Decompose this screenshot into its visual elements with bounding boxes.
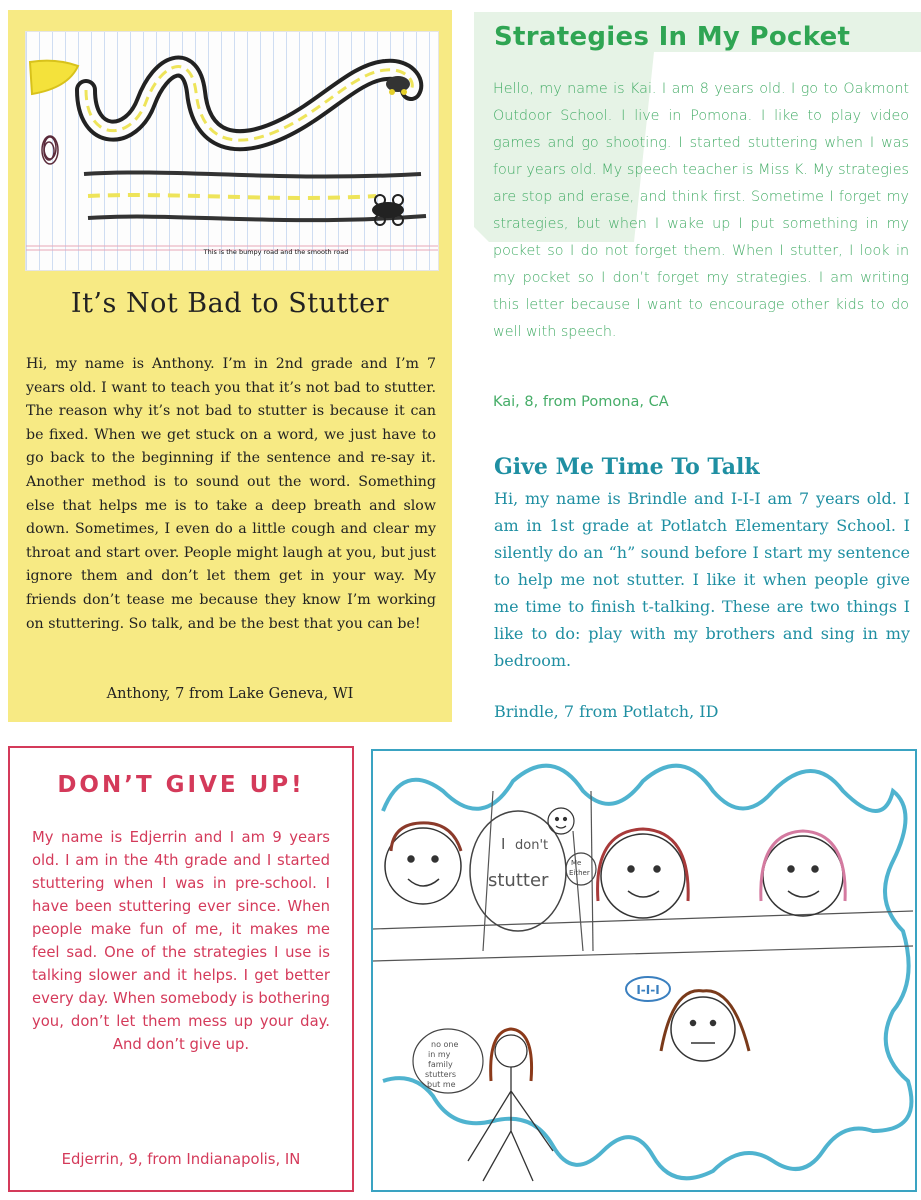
family-drawing-svg bbox=[373, 751, 915, 1190]
road-drawing-svg bbox=[26, 32, 438, 270]
scribble-shape bbox=[42, 136, 58, 164]
kai-title: Strategies In My Pocket bbox=[494, 22, 851, 52]
road-drawing bbox=[25, 31, 439, 271]
kai-letter-panel bbox=[474, 0, 921, 430]
bubble-4-line-5: but me bbox=[427, 1080, 456, 1089]
kai-signature: Kai, 8, from Pomona, CA bbox=[493, 394, 669, 410]
smooth-road-top bbox=[84, 172, 421, 176]
face-2 bbox=[598, 829, 689, 918]
bubble-3-text: I-I-I bbox=[636, 983, 660, 997]
edjerrin-title: DON’T GIVE UP! bbox=[57, 772, 305, 798]
kai-body: Hello, my name is Kai. I am 8 years old. I go to Oakmont Outdoor School. I live in Pomona. I like to play video games and go shooting. I started stuttering when I was four years old. My speech teacher is Miss K. My strategies are stop and erase, and think first. Sometime I forget my strategies, but when I wake up I put something in my pocket so I do not forget them. When I stutter, I look in my pocket so I don’t forget my strategies. I am writing this letter because I want to encourage other kids to do well with speech. bbox=[493, 81, 909, 340]
bubble-4-line-1: no one bbox=[431, 1040, 459, 1049]
anthony-signature: Anthony, 7 from Lake Geneva, WI bbox=[106, 686, 354, 702]
speech-bubble-1 bbox=[470, 811, 566, 931]
edjerrin-letter-panel bbox=[8, 746, 354, 1192]
small-face bbox=[548, 808, 574, 834]
family-drawing bbox=[371, 749, 917, 1192]
speech-bubble-3 bbox=[626, 977, 670, 1001]
bubble-1-line-1: I bbox=[501, 835, 506, 853]
wavy-outline bbox=[383, 766, 911, 1179]
edjerrin-body: My name is Edjerrin and I am 9 years old. I am in the 4th grade and I started stuttering when I was in pre-school. I have been stuttering ever since. When people make fun of me, it makes me feel sad. One of the strategies I use is talking slower and it helps. I get better every day. When somebody is bothering you, don’t let them mess up your day. And don’t give up. bbox=[32, 829, 331, 1053]
anthony-letter-panel bbox=[8, 10, 452, 722]
bubble-1-line-3: stutter bbox=[488, 870, 549, 891]
brindle-signature: Brindle, 7 from Potlatch, ID bbox=[494, 702, 719, 721]
bubble-2-line-2: Either bbox=[569, 869, 590, 877]
anthony-title: It’s Not Bad to Stutter bbox=[70, 288, 390, 319]
brindle-letter-panel bbox=[474, 450, 921, 730]
bubble-4-line-4: stutters bbox=[425, 1070, 457, 1079]
bubble-4-line-3: family bbox=[428, 1060, 453, 1069]
edjerrin-signature: Edjerrin, 9, from Indianapolis, IN bbox=[61, 1151, 301, 1168]
drawing-caption: This is the bumpy road and the smooth road bbox=[203, 248, 349, 256]
brindle-title: Give Me Time To Talk bbox=[494, 454, 760, 480]
face-1 bbox=[385, 823, 461, 904]
car-icon bbox=[386, 76, 410, 95]
speech-bubble-4 bbox=[413, 1029, 483, 1093]
bubble-2-line-1: Me bbox=[571, 859, 582, 867]
face-3 bbox=[761, 831, 845, 916]
bubble-4-line-2: in my bbox=[428, 1050, 451, 1059]
bubble-1-line-2: don't bbox=[515, 838, 549, 853]
stick-figure bbox=[468, 1029, 553, 1181]
face-4 bbox=[661, 991, 749, 1061]
brindle-body: Hi, my name is Brindle and I-I-I am 7 years old. I am in 1st grade at Potlatch Elementary School. I silently do an “h” sound before I start my sentence to help me not stutter. I like it when people give me time to finish t-talking. These are two things I like to do: play with my brothers and sing in my bedroom. bbox=[494, 489, 910, 670]
room-lines bbox=[373, 791, 913, 961]
anthony-body: Hi, my name is Anthony. I’m in 2nd grade and I’m 7 years old. I want to teach you that it’s not bad to stutter. The reason why it’s not bad to stutter is because it can be fixed. When we get stuck on a word, we just have to go back to the beginning if the sentence and re-say it. Another method is to sound out the word. Something else that helps me is to take a deep breath and slow down. Sometimes, I even do a little cough and clear my throat and start over. People might laugh at you, but just ignore them and don’t let them get in your way. My friends don’t tease me because they know I’m working on stuttering. So talk, and be the best that you can be! bbox=[26, 356, 436, 632]
sun-shape bbox=[30, 61, 78, 94]
